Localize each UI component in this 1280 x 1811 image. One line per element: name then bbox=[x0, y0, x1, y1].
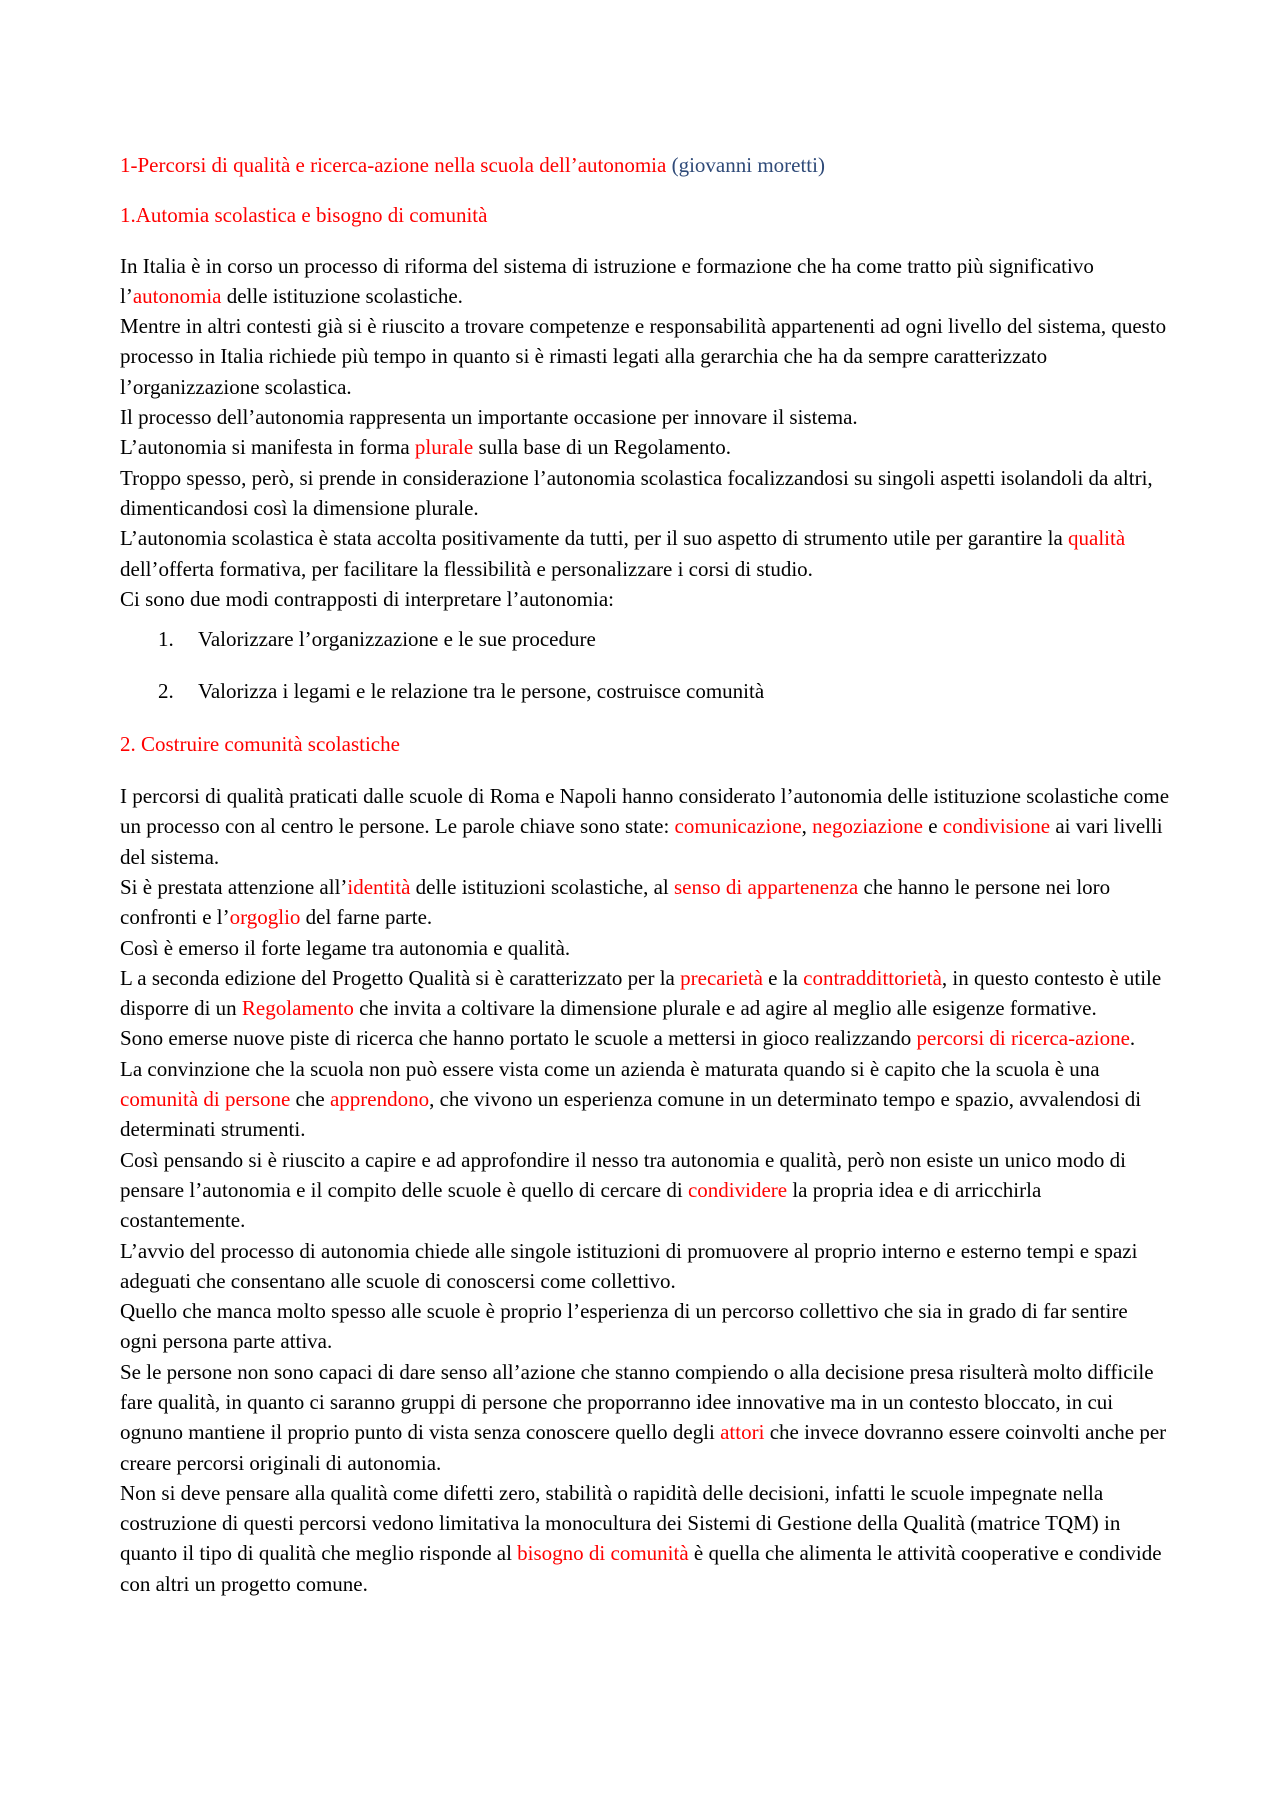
paragraph bbox=[120, 1145, 1170, 1236]
text: ai vari livelli del sistema. bbox=[120, 814, 1163, 869]
text: Così pensando si è riuscito a capire e ad approfondire il nesso tra autonomia e qualità, però non esiste un unico modo di pensare l’autonomia e il compito delle scuole è quello di cercare di bbox=[120, 1147, 1126, 1202]
section-2-heading: 2. Costruire comunità scolastiche bbox=[120, 731, 400, 756]
text: dell’offerta formativa, per facilitare la flessibilità e personalizzare i corsi di studio. bbox=[120, 556, 813, 581]
text: , in questo contesto è utile disporre di un bbox=[120, 965, 1162, 1021]
list-number: 1. bbox=[158, 627, 174, 652]
document-page bbox=[120, 150, 1170, 1603]
paragraph bbox=[120, 1357, 1170, 1478]
list-text: Valorizzare l’organizzazione e le sue procedure bbox=[198, 627, 596, 652]
numbered-list bbox=[120, 624, 1170, 707]
highlight-negoziazione: negoziazione bbox=[812, 814, 923, 839]
highlight-qualita: qualità bbox=[1068, 526, 1126, 551]
paragraph bbox=[120, 251, 1170, 312]
text: la propria idea e di arricchirla costantemente. bbox=[120, 1177, 1042, 1233]
highlight-comunicazione: comunicazione bbox=[674, 814, 802, 839]
title-author: (giovanni moretti) bbox=[671, 153, 825, 177]
title-main: 1-Percorsi di qualità e ricerca-azione nella scuola dell’autonomia bbox=[120, 153, 667, 177]
section-1-heading: 1.Automia scolastica e bisogno di comunità bbox=[120, 203, 488, 228]
text: che invece dovranno essere coinvolti anche per creare percorsi originali di autonomia. bbox=[120, 1420, 1167, 1475]
highlight-identita: identità bbox=[347, 874, 411, 899]
highlight-comunita-persone: comunità di persone bbox=[120, 1087, 291, 1112]
text: è quella che alimenta le attività cooperative e condivide con altri un progetto comune. bbox=[120, 1541, 1162, 1596]
text: L’autonomia si manifesta in forma bbox=[120, 435, 415, 460]
text: che invita a coltivare la dimensione plurale e ad agire al meglio alle esigenze formative. bbox=[353, 996, 1097, 1021]
highlight-precarieta: precarietà bbox=[680, 965, 763, 990]
paragraph: Il processo dell’autonomia rappresenta un importante occasione per innovare il sistema. bbox=[120, 405, 858, 430]
text: , che vivono un esperienza comune in un determinato tempo e spazio, avvalendosi di determinati strumenti. bbox=[120, 1087, 1142, 1142]
highlight-condividere: condividere bbox=[687, 1177, 788, 1202]
text: L’autonomia scolastica è stata accolta positivamente da tutti, per il suo aspetto di strumento utile per garantire la bbox=[120, 526, 1069, 551]
text: Non si deve pensare alla qualità come difetti zero, stabilità o rapidità delle decisioni, infatti le scuole impegnate nella costruzione di questi percorsi vedono limitativa la monocultura dei Sistemi di Gestione della Qualità (matrice TQM) in quanto il tipo di qualità che meglio risponde al bbox=[120, 1480, 1121, 1566]
text: La convinzione che la scuola non può essere vista come un azienda è maturata quando si è capito che la scuola è una bbox=[120, 1056, 1100, 1081]
paragraph bbox=[120, 963, 1170, 1024]
section-2-body bbox=[120, 781, 1170, 1599]
highlight-plurale: plurale bbox=[414, 435, 474, 460]
paragraph bbox=[120, 781, 1170, 872]
highlight-bisogno-comunita: bisogno di comunità bbox=[517, 1541, 689, 1566]
text: Così è emerso il forte legame tra autonomia e qualità. bbox=[120, 935, 571, 960]
paragraph bbox=[120, 432, 1170, 462]
text: In Italia è in corso un processo di riforma del sistema di istruzione e formazione che ha come tratto più significativo l’ bbox=[120, 253, 1094, 308]
list-item bbox=[120, 676, 1170, 706]
list-item bbox=[120, 624, 1170, 654]
paragraph bbox=[120, 933, 1170, 963]
text: . bbox=[1129, 1026, 1136, 1051]
highlight-regolamento: Regolamento bbox=[241, 996, 354, 1021]
text: Se le persone non sono capaci di dare senso all’azione che stanno compiendo o alla decisione presa risulterà molto difficile fare qualità, in quanto ci saranno gruppi di persone che proporranno idee innovative ma in un contesto bloccato, in cui ognuno mantiene il proprio punto di vista senza conoscere quello degli bbox=[120, 1359, 1154, 1445]
text: e la bbox=[762, 965, 804, 990]
highlight-ricerca-azione: percorsi di ricerca-azione bbox=[916, 1026, 1130, 1051]
paragraph: Troppo spesso, però, si prende in considerazione l’autonomia scolastica focalizzandosi su singoli aspetti isolandoli da altri, dimenticandosi così la dimensione plurale. bbox=[120, 465, 1153, 520]
text: delle istituzioni scolastiche, al bbox=[410, 874, 674, 899]
paragraph bbox=[120, 1023, 1170, 1053]
text: Si è prestata attenzione all’ bbox=[120, 874, 348, 899]
paragraph bbox=[120, 1478, 1170, 1599]
highlight-orgoglio: orgoglio bbox=[229, 905, 301, 930]
text: Sono emerse nuove piste di ricerca che hanno portato le scuole a mettersi in gioco realizzando bbox=[120, 1026, 917, 1051]
paragraph bbox=[120, 1054, 1170, 1145]
text: I percorsi di qualità praticati dalle scuole di Roma e Napoli hanno considerato l’autonomia delle istituzione scolastiche come un processo con al centro le persone. Le parole chiave sono state: bbox=[120, 784, 1170, 839]
paragraph bbox=[120, 872, 1170, 933]
text: L a seconda edizione del Progetto Qualità si è caratterizzato per la bbox=[120, 965, 681, 990]
text: che hanno le persone nei loro confronti e l’ bbox=[120, 874, 1111, 930]
paragraph: Quello che manca molto spesso alle scuole è proprio l’esperienza di un percorso collettivo che sia in grado di far sentire ogni persona parte attiva. bbox=[120, 1299, 1128, 1354]
highlight-condivisione: condivisione bbox=[942, 814, 1051, 839]
text: e bbox=[922, 814, 943, 839]
text: del farne parte. bbox=[300, 905, 433, 930]
paragraph bbox=[120, 523, 1170, 584]
highlight-contraddittorieta: contraddittorietà bbox=[803, 965, 942, 990]
text: , bbox=[801, 814, 813, 839]
section-1-body bbox=[120, 251, 1170, 615]
highlight-autonomia: autonomia bbox=[132, 283, 222, 308]
highlight-attori: attori bbox=[720, 1420, 765, 1445]
text: delle istituzione scolastiche. bbox=[221, 283, 463, 308]
document-title bbox=[120, 150, 1170, 180]
highlight-senso-appartenenza: senso di appartenenza bbox=[674, 874, 859, 899]
text: che bbox=[290, 1087, 330, 1112]
highlight-apprendono: apprendono bbox=[329, 1087, 430, 1112]
list-number: 2. bbox=[158, 679, 174, 704]
text: sulla base di un Regolamento. bbox=[473, 435, 732, 460]
paragraph: Ci sono due modi contrapposti di interpretare l’autonomia: bbox=[120, 586, 614, 611]
paragraph: L’avvio del processo di autonomia chiede alle singole istituzioni di promuovere al proprio interno e esterno tempi e spazi adeguati che consentano alle scuole di conoscersi come collettivo. bbox=[120, 1238, 1138, 1293]
list-text: Valorizza i legami e le relazione tra le persone, costruisce comunità bbox=[198, 679, 765, 704]
paragraph: Mentre in altri contesti già si è riuscito a trovare competenze e responsabilità appartenenti ad ogni livello del sistema, questo processo in Italia richiede più tempo in quanto si è rimasti legati alla gerarchia che ha da sempre caratterizzato l’organizzazione scolastica. bbox=[120, 314, 1167, 399]
